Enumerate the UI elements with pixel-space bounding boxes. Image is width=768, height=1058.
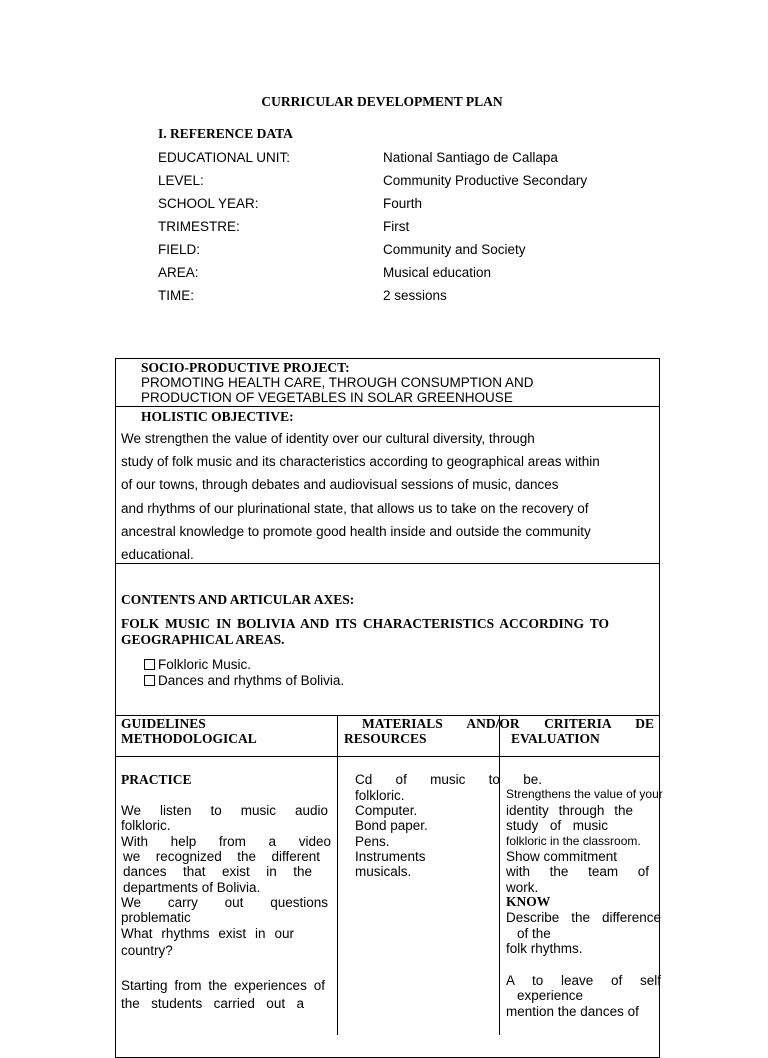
ref-label-area: AREA: bbox=[158, 265, 199, 280]
header-materials-line-1: MATERIALS AND/OR bbox=[362, 716, 520, 731]
practice-line: departments of Bolivia. bbox=[123, 880, 261, 895]
practice-line: What rhythms exist in our bbox=[121, 926, 294, 941]
ref-value-field: Community and Society bbox=[383, 242, 526, 257]
ref-label-field: FIELD: bbox=[158, 242, 201, 257]
criteria-line: experience bbox=[517, 988, 584, 1003]
objective-line: ancestral knowledge to promote good health inside and outside the community bbox=[121, 523, 591, 539]
criteria-line: work. bbox=[506, 880, 539, 895]
contents-bullet-1 bbox=[144, 657, 251, 673]
contents-bullet-2 bbox=[144, 673, 344, 689]
practice-line: we recognized the different bbox=[123, 849, 320, 864]
ref-value-school-year: Fourth bbox=[383, 196, 423, 211]
header-guidelines-line-1: GUIDELINES bbox=[121, 716, 206, 731]
project-line-1: PROMOTING HEALTH CARE, THROUGH CONSUMPTION AND bbox=[141, 375, 534, 390]
material-item: Instruments bbox=[355, 849, 426, 864]
objective-line: We strengthen the value of identity over our cultural diversity, through bbox=[121, 431, 535, 446]
ref-value-level: Community Productive Secondary bbox=[383, 173, 588, 188]
objective-line: of our towns, through debates and audiovisual sessions of music, dances bbox=[121, 477, 559, 493]
practice-line: We listen to music audio bbox=[121, 803, 328, 818]
practice-heading: PRACTICE bbox=[121, 772, 192, 787]
know-heading: KNOW bbox=[506, 894, 551, 909]
criteria-line: mention the dances of bbox=[506, 1004, 639, 1019]
box-bullet-icon bbox=[144, 675, 155, 686]
criteria-line: Describe the difference bbox=[506, 910, 661, 925]
header-criteria-line-1: CRITERIA DE bbox=[544, 716, 654, 731]
criteria-line: Strengthens the value of your bbox=[506, 787, 663, 801]
objective-line: and rhythms of our plurinational state, that allows us to take on the recovery of bbox=[121, 500, 589, 516]
header-materials-criteria-line-1 bbox=[362, 716, 654, 732]
material-item: Pens. bbox=[355, 834, 390, 849]
practice-line: Starting from the experiences of bbox=[121, 978, 325, 993]
objective-heading: HOLISTIC OBJECTIVE: bbox=[141, 409, 294, 424]
practice-line: problematic bbox=[121, 910, 191, 925]
material-item: Bond paper. bbox=[355, 818, 428, 833]
ref-value-area: Musical education bbox=[383, 265, 492, 280]
ref-label-school-year: SCHOOL YEAR: bbox=[158, 196, 259, 211]
column-divider-2 bbox=[499, 715, 500, 1035]
bullet-text: Dances and rhythms of Bolivia. bbox=[158, 673, 345, 688]
practice-line: We carry out questions bbox=[121, 895, 328, 910]
practice-line: country? bbox=[121, 943, 173, 958]
practice-line: folkloric. bbox=[121, 818, 171, 833]
objective-text bbox=[121, 427, 619, 566]
objective-line: study of folk music and its characteristics according to geographical areas within bbox=[121, 454, 600, 470]
header-materials-line-2: RESOURCES bbox=[344, 731, 427, 746]
criteria-line: study of music bbox=[506, 818, 608, 833]
material-item: Computer. bbox=[355, 803, 418, 818]
contents-subheading-line-2: GEOGRAPHICAL AREAS. bbox=[121, 632, 285, 647]
box-bullet-icon bbox=[144, 659, 155, 670]
ref-label-educational-unit: EDUCATIONAL UNIT: bbox=[158, 150, 291, 165]
project-heading: SOCIO-PRODUCTIVE PROJECT: bbox=[141, 360, 350, 375]
practice-line: the students carried out a bbox=[121, 996, 304, 1011]
reference-heading: I. REFERENCE DATA bbox=[158, 126, 293, 141]
material-item: Cd of music to be. bbox=[355, 772, 542, 787]
practice-line: With help from a video bbox=[121, 834, 331, 849]
ref-label-trimestre: TRIMESTRE: bbox=[158, 219, 240, 234]
ref-label-level: LEVEL: bbox=[158, 173, 204, 188]
criteria-line: A to leave of self bbox=[506, 973, 661, 988]
ref-value-educational-unit: National Santiago de Callapa bbox=[383, 150, 558, 165]
criteria-line: Show commitment bbox=[506, 849, 618, 864]
page-title: CURRICULAR DEVELOPMENT PLAN bbox=[261, 94, 503, 109]
divider-header-row bbox=[115, 756, 660, 757]
column-divider-1 bbox=[337, 715, 338, 1035]
ref-value-trimestre: First bbox=[383, 219, 410, 234]
material-item: folkloric. bbox=[355, 788, 405, 803]
bullet-text: Folkloric Music. bbox=[158, 657, 252, 672]
header-guidelines-line-2: METHODOLOGICAL bbox=[121, 731, 257, 746]
header-criteria-line-2: EVALUATION bbox=[511, 731, 600, 746]
contents-heading: CONTENTS AND ARTICULAR AXES: bbox=[121, 592, 355, 607]
criteria-line: folk rhythms. bbox=[506, 941, 583, 956]
ref-value-time: 2 sessions bbox=[383, 288, 447, 303]
criteria-line: identity through the bbox=[506, 803, 633, 818]
objective-line: educational. bbox=[121, 547, 194, 563]
criteria-line: of the bbox=[517, 926, 551, 941]
criteria-line: with the team of bbox=[506, 864, 649, 879]
criteria-line: folkloric in the classroom. bbox=[506, 834, 641, 848]
practice-line: dances that exist in the bbox=[123, 864, 312, 879]
project-line-2: PRODUCTION OF VEGETABLES IN SOLAR GREENHOUSE bbox=[141, 390, 513, 405]
divider-project bbox=[115, 406, 660, 407]
contents-subheading-line-1: FOLK MUSIC IN BOLIVIA AND ITS CHARACTERISTICS ACCORDING TO bbox=[121, 616, 609, 631]
material-item: musicals. bbox=[355, 864, 412, 879]
ref-label-time: TIME: bbox=[158, 288, 194, 303]
